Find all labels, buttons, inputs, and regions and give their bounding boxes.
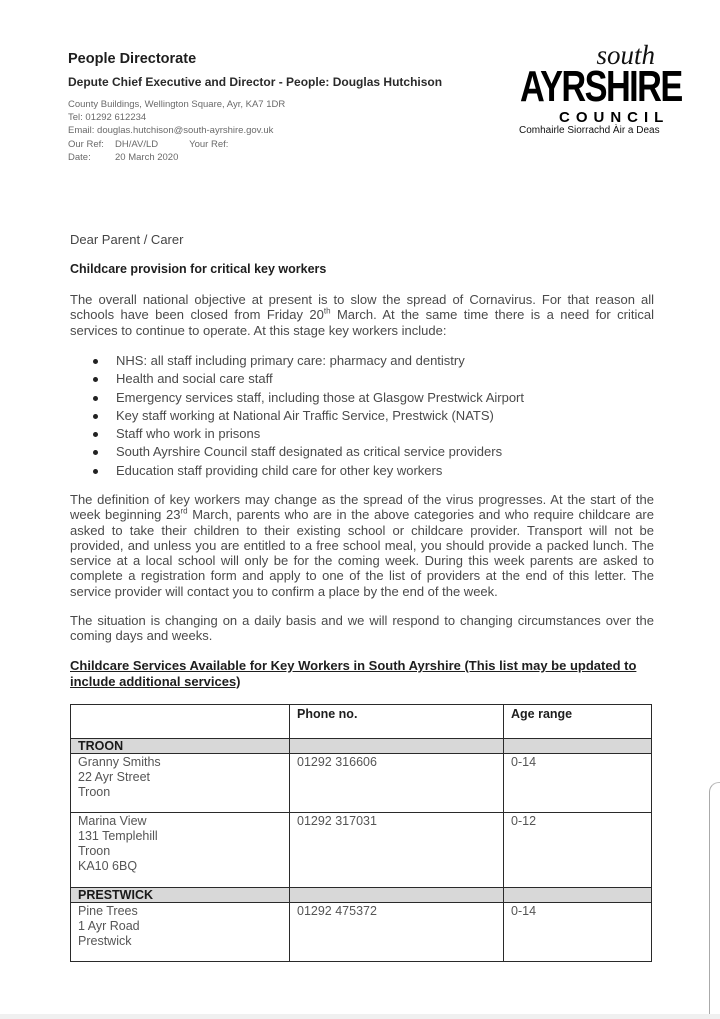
list-item <box>93 370 524 388</box>
header-age-range: Age range <box>504 705 652 739</box>
header-phone: Phone no. <box>290 705 504 739</box>
our-ref-label: Our Ref: <box>68 138 104 150</box>
list-item-text: South Ayrshire Council staff designated as critical service providers <box>116 444 503 460</box>
list-item-text: Staff who work in prisons <box>116 426 261 442</box>
provider-name: Granny Smiths <box>78 755 161 769</box>
reference-line <box>68 138 285 151</box>
list-item-text: Key staff working at National Air Traffic Service, Prestwick (NATS) <box>116 407 494 423</box>
empty-cell <box>504 739 652 754</box>
definition-text-b: March, parents who are in the above categories and who require childcare are asked to take their children to their existing school or childcare provider. Transport will not be provided, and unless you are entitled to a free school meal, you should provide a packed lunch. The service at a local school will only be for the coming week. During this week parents are asked to complete a registration form and apply to one of the list of providers at the end of this letter. The service provider will contact you to confirm a place by the end of the week. <box>70 507 654 599</box>
bullet-icon <box>93 469 98 474</box>
area-name: PRESTWICK <box>71 888 290 903</box>
table-header-row <box>71 705 652 739</box>
provider-phone: 01292 475372 <box>290 903 504 962</box>
bullet-icon <box>93 414 98 419</box>
superscript: th <box>323 306 331 316</box>
address-line: 131 Templehill <box>78 829 158 843</box>
list-item <box>93 462 524 480</box>
address: County Buildings, Wellington Square, Ayr, KA7 1DR <box>68 99 286 110</box>
table-row <box>71 903 652 962</box>
table-row <box>71 813 652 888</box>
council-logo <box>515 40 682 140</box>
provider-age-range: 0-14 <box>504 903 652 962</box>
intro-text-b: March. At the same time there is a need for critical services to continue to operate. At this stage key workers include: <box>70 307 655 338</box>
your-ref-label: Your Ref: <box>189 138 229 150</box>
address-line: Troon <box>78 785 111 799</box>
provider-address <box>71 813 290 888</box>
list-item <box>93 352 524 370</box>
address-line: 22 Ayr Street <box>78 770 151 784</box>
date-value: 20 March 2020 <box>115 151 179 163</box>
date-label: Date: <box>68 151 91 163</box>
list-item-text: Education staff providing child care for other key workers <box>116 462 443 478</box>
bullet-icon <box>93 450 98 455</box>
date-line <box>68 151 285 164</box>
bullet-icon <box>93 396 98 401</box>
address-line: 1 Ayr Road <box>78 919 140 933</box>
logo-south: south <box>596 40 655 70</box>
list-item <box>93 425 524 443</box>
provider-phone: 01292 317031 <box>290 813 504 888</box>
key-workers-list <box>93 352 524 480</box>
superscript: rd <box>180 506 188 516</box>
address-line: Troon <box>78 844 111 858</box>
list-item <box>93 443 524 461</box>
intro-paragraph <box>70 292 654 338</box>
empty-cell <box>290 739 504 754</box>
definition-text-a: The definition of key workers may change as the spread of the virus progresses. At the start of the week beginning 23 <box>70 492 654 523</box>
address-line: Prestwick <box>78 934 132 948</box>
telephone: Tel: 01292 612234 <box>68 112 147 124</box>
director-line: Depute Chief Executive and Director - People: Douglas Hutchison <box>68 75 443 89</box>
area-name: TROON <box>71 739 290 754</box>
services-table-title: Childcare Services Available for Key Workers in South Ayrshire (This list may be updated to include additional services) <box>70 658 637 689</box>
provider-address <box>71 903 290 962</box>
empty-cell <box>504 888 652 903</box>
provider-age-range: 0-12 <box>504 813 652 888</box>
logo-ayrshire: AYRSHIRE <box>520 62 682 111</box>
list-item-text: Health and social care staff <box>116 371 273 387</box>
address-line: KA10 6BQ <box>78 859 138 873</box>
email: Email: douglas.hutchison@south-ayrshire.gov.uk <box>68 125 274 137</box>
directorate-title: People Directorate <box>68 51 197 67</box>
scroll-handle[interactable] <box>709 782 720 1019</box>
empty-cell <box>290 888 504 903</box>
area-row-prestwick <box>71 888 652 903</box>
contact-details <box>68 98 285 164</box>
list-item <box>93 389 524 407</box>
provider-address <box>71 754 290 813</box>
list-item-text: Emergency services staff, including those at Glasgow Prestwick Airport <box>116 389 524 405</box>
logo-council: COUNCIL <box>559 109 670 126</box>
list-item-text: NHS: all staff including primary care: pharmacy and dentistry <box>116 353 465 368</box>
childcare-services-table <box>70 704 652 962</box>
table-row <box>71 754 652 813</box>
provider-age-range: 0-14 <box>504 754 652 813</box>
bullet-icon <box>93 359 98 364</box>
our-ref-value: DH/AV/LD <box>115 138 159 150</box>
intro-text-a: The overall national objective at present is to slow the spread of Cornavirus. For that reason all schools have been closed from Friday 20 <box>70 292 654 323</box>
logo-gaelic-name: Comhairle Siorrachd Àir a Deas <box>519 125 660 136</box>
definition-paragraph <box>70 492 654 599</box>
provider-name: Pine Trees <box>78 904 138 918</box>
area-row-troon <box>71 739 652 754</box>
bottom-bar <box>0 1014 720 1019</box>
subject-heading: Childcare provision for critical key workers <box>70 262 327 276</box>
bullet-icon <box>93 377 98 382</box>
provider-phone: 01292 316606 <box>290 754 504 813</box>
situation-paragraph: The situation is changing on a daily basis and we will respond to changing circumstances over the coming days and weeks. <box>70 613 654 644</box>
provider-name: Marina View <box>78 814 147 828</box>
list-item <box>93 407 524 425</box>
bullet-icon <box>93 432 98 437</box>
header-provider <box>71 705 290 739</box>
salutation: Dear Parent / Carer <box>70 232 184 247</box>
